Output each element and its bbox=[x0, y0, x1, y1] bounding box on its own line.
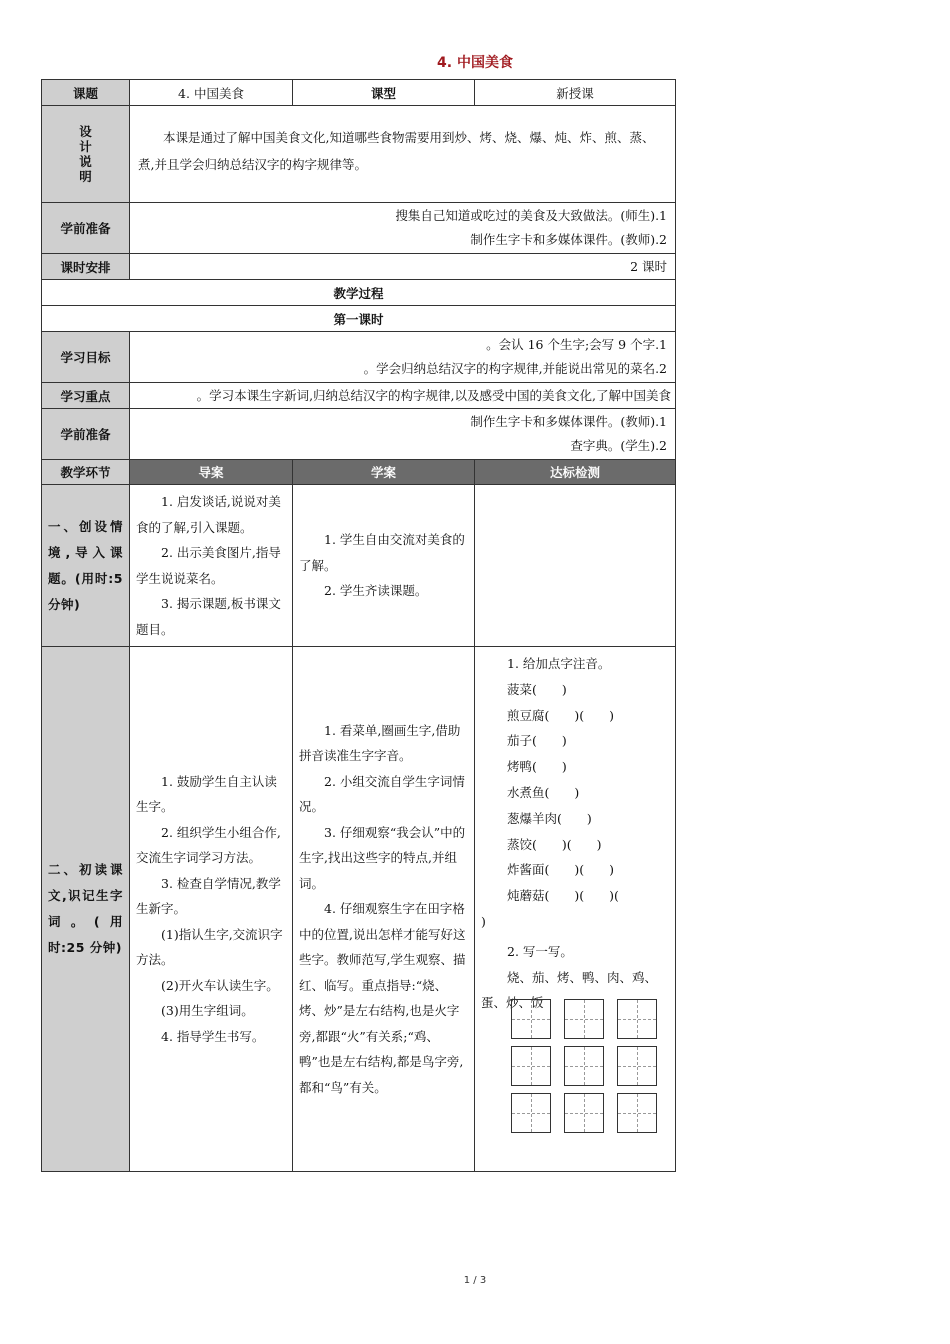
stage1-guide-item: 1. 启发谈话,说说对美食的了解,引入课题。 bbox=[136, 494, 281, 535]
schedule-row bbox=[42, 254, 676, 280]
topic-value: 4. 中国美食 bbox=[130, 80, 293, 106]
tian-box[interactable] bbox=[511, 1093, 551, 1133]
prep2-items bbox=[130, 409, 676, 460]
focus-label: 学习重点 bbox=[42, 383, 130, 409]
process-title: 教学过程 bbox=[42, 280, 676, 306]
col-guide: 导案 bbox=[130, 460, 293, 485]
stage1-guide-item: 2. 出示美食图片,指导学生说说菜名。 bbox=[136, 545, 281, 586]
lesson1-row bbox=[42, 306, 676, 332]
prep1-items bbox=[130, 203, 676, 254]
check-question-1: 1. 给加点字注音。 bbox=[507, 656, 611, 671]
stage1-study-item: 2. 学生齐读课题。 bbox=[324, 583, 428, 599]
design-row bbox=[42, 106, 676, 203]
focus-text: 。学习本课生字新词,归纳总结汉字的构字规律,以及感受中国的美食文化,了解中国美食 bbox=[130, 383, 676, 409]
stage2-study-item: 4. 仔细观察生字在田字格中的位置,说出怎样才能写好这些字。教师范写,学生观察、描红、临写。重点指导:“烧、烤、炒”是左右结构,也是火字旁,都跟“火”有关系;“鸡、鸭”也是左右结构,都是鸟字旁,都和“鸟”有关。 bbox=[299, 901, 466, 1095]
pinyin-item: 煎豆腐( )( ) bbox=[507, 707, 615, 723]
goal-item: 。学会归纳总结汉字的构字规律,并能说出常见的菜名.2 bbox=[363, 361, 667, 376]
column-header-row bbox=[42, 460, 676, 485]
schedule-value: 2 课时 bbox=[130, 254, 676, 280]
prep2-item: 查字典。(学生).2 bbox=[570, 438, 667, 453]
check-question-2: 2. 写一写。 bbox=[507, 943, 573, 959]
topic-row bbox=[42, 80, 676, 106]
prep2-item: 制作生字卡和多媒体课件。(教师).1 bbox=[470, 414, 667, 429]
stage2-study-item: 1. 看菜单,圈画生字,借助拼音读准生字字音。 bbox=[299, 722, 461, 764]
stage2-guide-item: 4. 指导学生书写。 bbox=[161, 1028, 265, 1044]
stage2-guide-item: 3. 检查自学情况,教学生新字。 bbox=[136, 875, 281, 917]
pinyin-item: 菠菜( ) bbox=[507, 681, 567, 697]
pinyin-item: 烤鸭( ) bbox=[507, 759, 567, 775]
stage2-guide-item: (2)开火车认读生字。 bbox=[161, 977, 279, 993]
stage2-guide-item: 1. 鼓励学生自主认读生字。 bbox=[136, 773, 277, 815]
page-number: 1 / 3 bbox=[463, 1275, 487, 1286]
stage1-check bbox=[475, 485, 676, 647]
topic-label: 课题 bbox=[42, 80, 130, 106]
stage2-study-item: 3. 仔细观察“我会认”中的生字,找出这些字的特点,并组词。 bbox=[299, 824, 466, 891]
stage2-guide-item: 2. 组织学生小组合作,交流生字词学习方法。 bbox=[136, 824, 281, 866]
stage2-guide-item: (1)指认生字,交流识字方法。 bbox=[136, 926, 283, 968]
prep2-label: 学前准备 bbox=[42, 409, 130, 460]
tian-box[interactable] bbox=[617, 1046, 657, 1086]
tian-box[interactable] bbox=[564, 999, 604, 1039]
pinyin-item: 水煮鱼( ) bbox=[507, 784, 580, 800]
pinyin-wrap: ) bbox=[481, 913, 486, 929]
col-stage: 教学环节 bbox=[42, 460, 130, 485]
tian-box[interactable] bbox=[617, 1093, 657, 1133]
process-row bbox=[42, 280, 676, 306]
col-study: 学案 bbox=[293, 460, 475, 485]
col-check: 达标检测 bbox=[475, 460, 676, 485]
stage2-study-item: 2. 小组交流自学生字词情况。 bbox=[299, 773, 465, 815]
stage2-label: 二、初读课文,识记生字词。(用时:25 分钟) bbox=[42, 647, 130, 1172]
tian-box[interactable] bbox=[617, 999, 657, 1039]
tian-box[interactable] bbox=[564, 1093, 604, 1133]
goal-items bbox=[130, 332, 676, 383]
pinyin-item: 葱爆羊肉( ) bbox=[507, 810, 592, 826]
tian-box[interactable] bbox=[564, 1046, 604, 1086]
lesson1-title: 第一课时 bbox=[42, 306, 676, 332]
prep1-row bbox=[42, 203, 676, 254]
stage2-guide-item: (3)用生字组词。 bbox=[161, 1003, 254, 1019]
goal-item: 。会认 16 个生字;会写 9 个字.1 bbox=[486, 337, 667, 352]
type-label: 课型 bbox=[293, 80, 475, 106]
design-label: 设 计 说 明 bbox=[42, 106, 130, 203]
schedule-label: 课时安排 bbox=[42, 254, 130, 280]
goal-row bbox=[42, 332, 676, 383]
design-text: 本课是通过了解中国美食文化,知道哪些食物需要用到炒、烤、烧、爆、炖、炸、煎、蒸、煮,并且学会归纳总结汉字的构字规律等。 bbox=[130, 106, 676, 203]
stage1-study-item: 1. 学生自由交流对美食的了解。 bbox=[299, 532, 465, 573]
stage1-label: 一、创设情境,导入课题。(用时:5 分钟) bbox=[42, 485, 130, 647]
stage1-study bbox=[293, 485, 475, 647]
prep1-item: 搜集自己知道或吃过的美食及大致做法。(师生).1 bbox=[395, 208, 667, 223]
stage2-guide bbox=[130, 647, 293, 1172]
goal-label: 学习目标 bbox=[42, 332, 130, 383]
pinyin-item: 蒸饺( )( ) bbox=[507, 836, 602, 852]
stage2-study bbox=[293, 647, 475, 1172]
pinyin-item: 炖蘑菇( )( )( bbox=[507, 888, 619, 904]
page-title: 4. 中国美食 bbox=[437, 55, 513, 71]
focus-row bbox=[42, 383, 676, 409]
pinyin-item: 茄子( ) bbox=[507, 733, 567, 749]
stage1-guide bbox=[130, 485, 293, 647]
tian-box[interactable] bbox=[511, 999, 551, 1039]
write-chars: 烧、茄、烤、鸭、肉、鸡、蛋、炒、饭 bbox=[481, 969, 658, 1011]
pinyin-item: 炸酱面( )( ) bbox=[507, 862, 615, 878]
stage1-guide-item: 3. 揭示课题,板书课文题目。 bbox=[136, 596, 281, 637]
type-value: 新授课 bbox=[475, 80, 676, 106]
tian-box[interactable] bbox=[511, 1046, 551, 1086]
prep1-label: 学前准备 bbox=[42, 203, 130, 254]
stage1-row bbox=[42, 485, 676, 647]
prep2-row bbox=[42, 409, 676, 460]
prep1-item: 制作生字卡和多媒体课件。(教师).2 bbox=[470, 232, 667, 247]
